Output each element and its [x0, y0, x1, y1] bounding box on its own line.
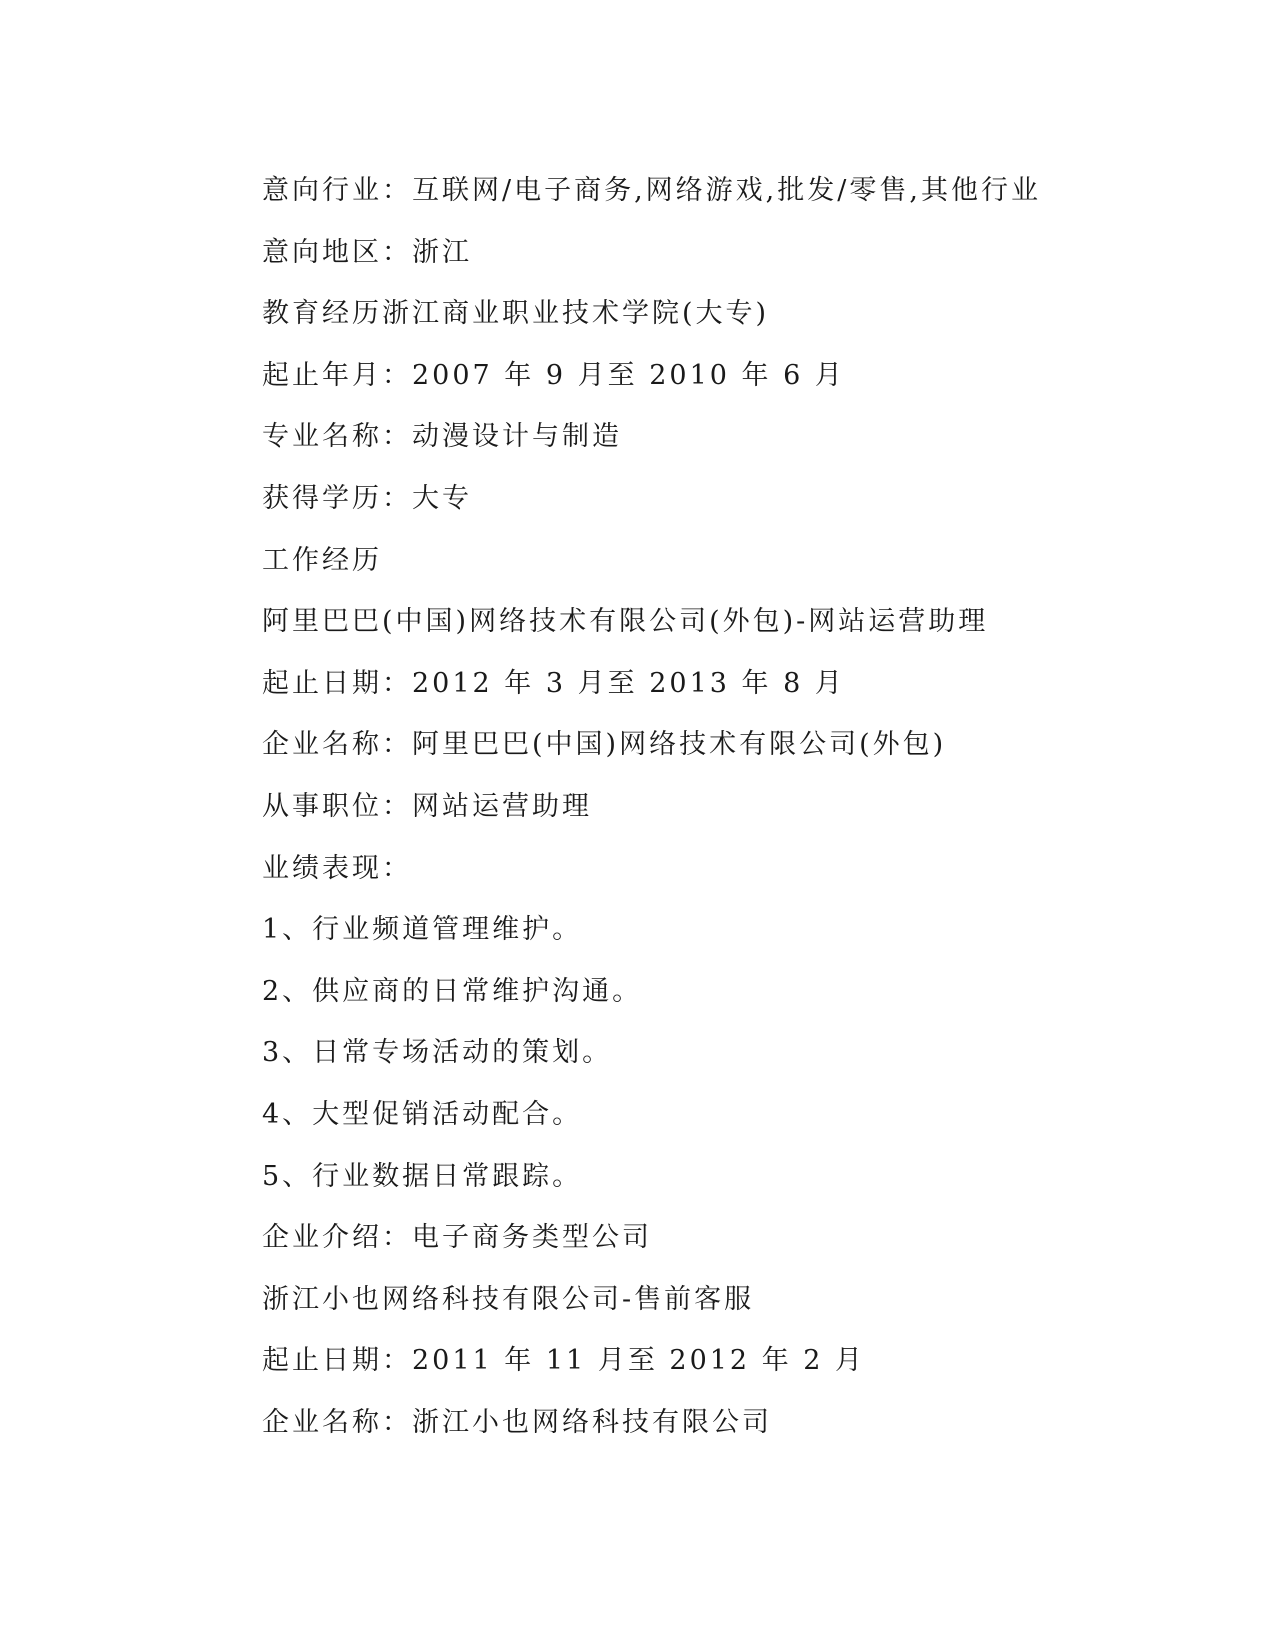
job-1-performance-item: 1、行业频道管理维护。	[262, 914, 583, 946]
job-2-title: 浙江小也网络科技有限公司-售前客服	[262, 1283, 755, 1315]
job-1-performance-item: 4、大型促销活动配合。	[262, 1098, 583, 1130]
major-name: 专业名称：动漫设计与制造	[262, 421, 622, 453]
job-1-performance-item: 5、行业数据日常跟踪。	[262, 1160, 583, 1192]
job-1-performance-item: 3、日常专场活动的策划。	[262, 1037, 613, 1069]
job-1-title: 阿里巴巴(中国)网络技术有限公司(外包)-网站运营助理	[262, 606, 989, 638]
degree-obtained: 获得学历：大专	[262, 482, 472, 514]
intended-region: 意向地区：浙江	[262, 236, 472, 268]
work-experience-heading: 工作经历	[262, 544, 382, 576]
job-1-company: 企业名称：阿里巴巴(中国)网络技术有限公司(外包)	[262, 729, 947, 761]
job-1-performance-item: 2、供应商的日常维护沟通。	[262, 975, 643, 1007]
job-1-period: 起止日期：2012 年 3 月至 2013 年 8 月	[262, 667, 845, 699]
intended-industry: 意向行业：互联网/电子商务,网络游戏,批发/零售,其他行业	[262, 175, 1041, 206]
job-1-company-intro: 企业介绍：电子商务类型公司	[262, 1222, 652, 1254]
document-body	[262, 160, 1162, 1453]
job-2-period: 起止日期：2011 年 11 月至 2012 年 2 月	[262, 1345, 866, 1377]
job-1-performance-heading: 业绩表现：	[262, 852, 412, 884]
education-period: 起止年月：2007 年 9 月至 2010 年 6 月	[262, 359, 845, 391]
job-1-position: 从事职位：网站运营助理	[262, 790, 592, 822]
education-heading: 教育经历浙江商业职业技术学院(大专)	[262, 298, 770, 330]
job-2-company: 企业名称：浙江小也网络科技有限公司	[262, 1406, 772, 1438]
